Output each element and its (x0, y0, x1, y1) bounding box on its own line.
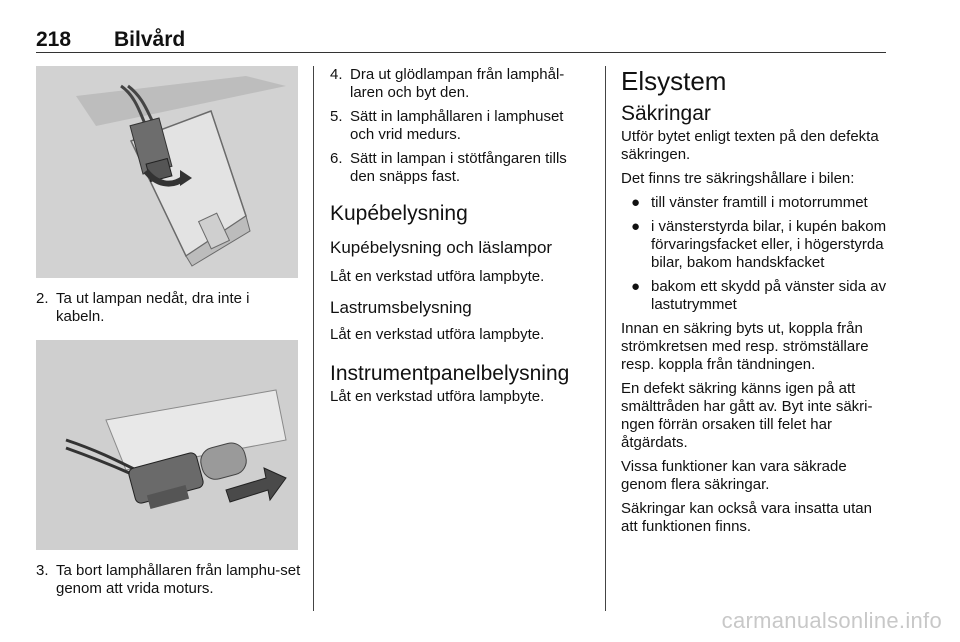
list-item-text: i vänsterstyrda bilar, i kupén bakom förvaringsfacket eller, i högerstyrda bilar, bakom handskfacket (651, 218, 887, 271)
step-text: Dra ut glödlampan från lamphål-laren och byt den. (350, 66, 565, 101)
step-number: 4. (330, 66, 343, 83)
paragraph: Låt en verkstad utföra lampbyte. (330, 268, 545, 285)
paragraph: Säkringar kan också vara insatta utan att funktionen finns. (621, 500, 872, 535)
paragraph: Låt en verkstad utföra lampbyte. (330, 388, 545, 405)
page-title: Bilvård (114, 28, 186, 51)
list-item (621, 278, 889, 314)
figure-lamp-removal (36, 66, 298, 278)
header-divider (36, 52, 886, 53)
lamp-holder-illustration (36, 340, 298, 550)
section-heading-kupebelysning: Kupébelysning (330, 202, 468, 225)
left-column (36, 66, 301, 604)
page-number: 218 (36, 28, 72, 51)
step-text: Ta ut lampan nedåt, dra inte i kabeln. (56, 290, 250, 325)
subheading-kupebelysning-laslampor: Kupébelysning och läslampor (330, 238, 553, 257)
bullet-icon: ● (631, 278, 641, 295)
subheading-lastrumsbelysning: Lastrumsbelysning (330, 298, 472, 317)
step-text: Sätt in lamphållaren i lamphuset och vrid medurs. (350, 108, 564, 143)
paragraph: En defekt säkring känns igen på att smälttråden har gått av. Byt inte säkri-ngen förrän orsaken till felet har åtgärdats. (621, 380, 873, 451)
list-item (621, 218, 889, 272)
paragraph: Innan en säkring byts ut, koppla från strömkretsen med resp. strömställare resp. koppla från tändningen. (621, 320, 869, 373)
list-item-text: bakom ett skydd på vänster sida av lastutrymmet (651, 278, 887, 313)
step-text: Sätt in lampan i stötfångaren tills den snäpps fast. (350, 150, 567, 185)
lamp-removal-illustration (36, 66, 298, 278)
figure-lamp-holder (36, 340, 298, 550)
paragraph: Låt en verkstad utföra lampbyte. (330, 326, 545, 343)
middle-column (330, 66, 582, 412)
bullet-icon: ● (631, 194, 641, 211)
step-6 (330, 150, 582, 186)
step-5 (330, 108, 582, 144)
step-number: 5. (330, 108, 343, 125)
section-heading-instrumentpanelbelysning: Instrumentpanelbelysning (330, 362, 570, 385)
list-item-text: till vänster framtill i motorrummet (651, 194, 868, 211)
step-text: Ta bort lamphållaren från lamphu-set genom att vrida moturs. (56, 562, 301, 597)
chapter-heading-elsystem: Elsystem (621, 66, 727, 96)
right-column (621, 66, 889, 542)
paragraph: Utför bytet enligt texten på den defekta säkringen. (621, 128, 879, 163)
column-divider (605, 66, 606, 611)
step-number: 6. (330, 150, 343, 167)
paragraph: Det finns tre säkringshållare i bilen: (621, 170, 855, 187)
step-4 (330, 66, 582, 102)
step-number: 3. (36, 562, 49, 579)
bullet-icon: ● (631, 218, 641, 235)
list-item (621, 194, 889, 212)
step-2 (36, 290, 298, 326)
paragraph: Vissa funktioner kan vara säkrade genom flera säkringar. (621, 458, 847, 493)
watermark: carmanualsonline.info (721, 608, 942, 633)
section-heading-sakringar: Säkringar (621, 102, 711, 125)
step-number: 2. (36, 290, 49, 307)
column-divider (313, 66, 314, 611)
page-header (36, 28, 886, 52)
step-3 (36, 562, 318, 598)
